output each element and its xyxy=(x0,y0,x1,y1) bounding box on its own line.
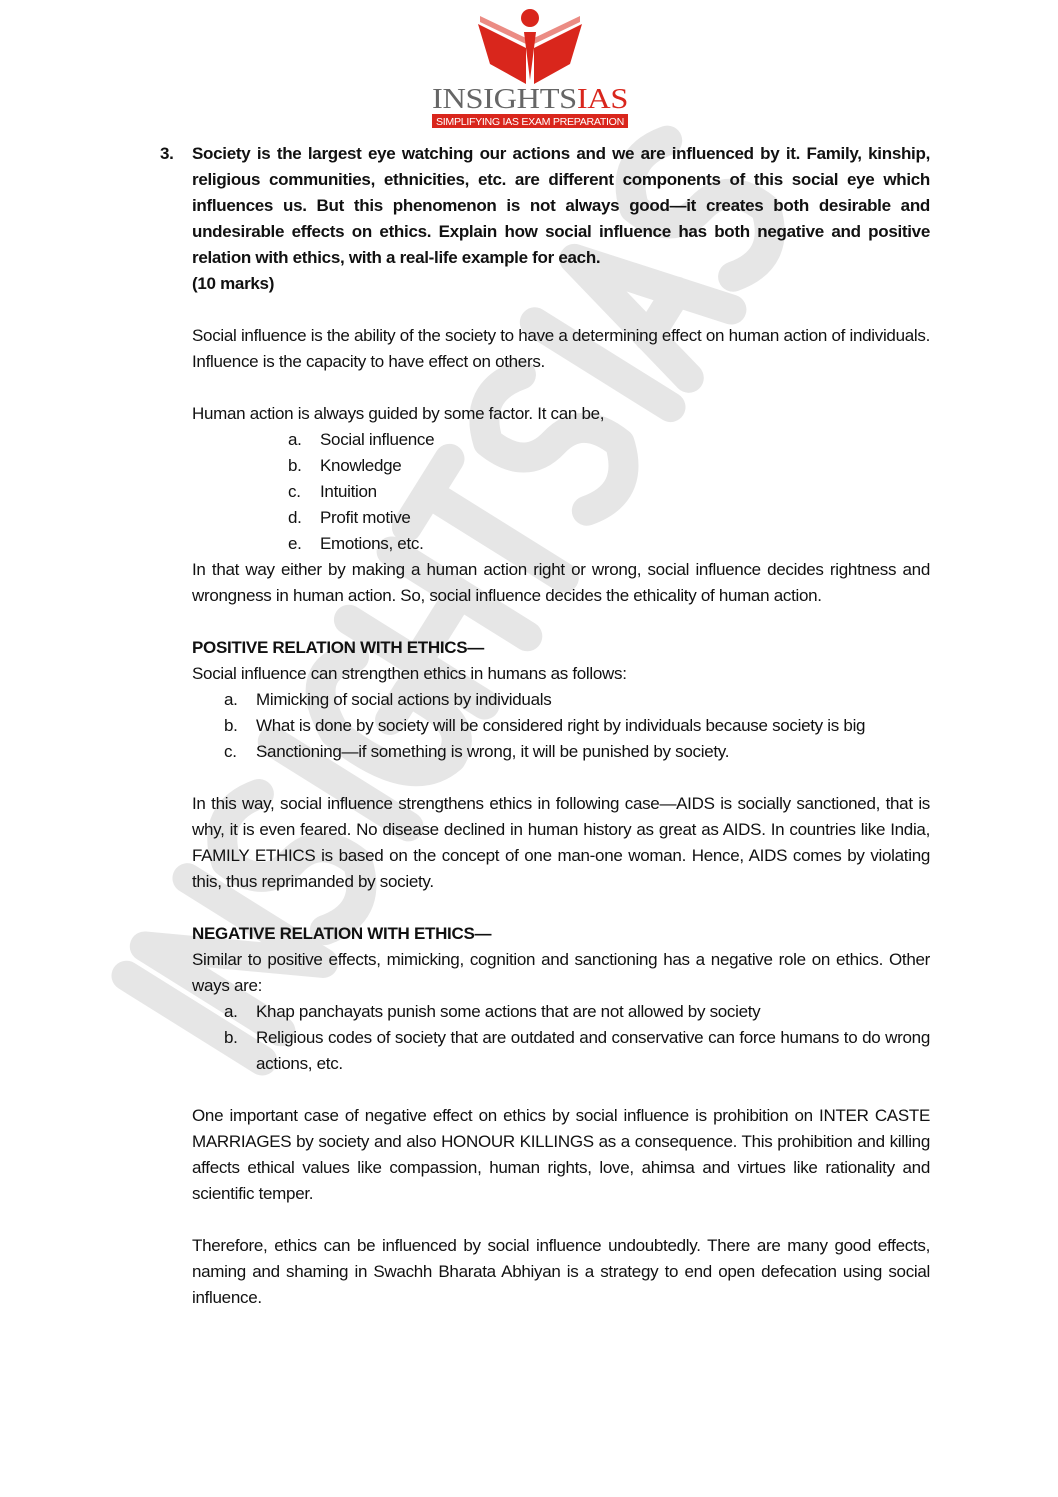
list-item: c. Intuition xyxy=(288,482,377,501)
list-item: d. Profit motive xyxy=(288,508,411,527)
section-heading: POSITIVE RELATION WITH ETHICS— xyxy=(192,638,484,657)
section-intro: Similar to positive effects, mimicking, cognition and sanctioning has a negative role on ethics. Other ways are: xyxy=(192,950,930,995)
list-item: a. Khap panchayats punish some actions that are not allowed by society xyxy=(224,1002,761,1021)
question-text: Society is the largest eye watching our actions and we are influenced by it. Family, kinship, religious communities, ethnicities, etc. are different components of this social eye which influences us. But this phenomenon is not always good—it creates both desirable and undesirable effects on ethics. Explain how social influence has both negative and positive relation with ethics, with a real-life example for each. (10 marks) xyxy=(192,144,930,293)
svg-text:INSIGHTSIAS: INSIGHTS IAS xyxy=(432,84,622,115)
list-item: a. Social influence xyxy=(288,430,435,449)
intro-paragraph: Social influence is the ability of the society to have a determining effect on human action of individuals. Influence is the capacity to have effect on others. xyxy=(192,326,930,371)
factors-section xyxy=(192,401,930,609)
document-body xyxy=(160,0,930,1371)
negative-example: One important case of negative effect on ethics by social influence is prohibition on INTER CASTE MARRIAGES by society and also HONOUR KILLINGS as a consequence. This prohibition and killing affects ethical values like compassion, human rights, love, ahimsa and virtues like rationality and scientific temper. xyxy=(192,1106,930,1203)
list-item: b. Religious codes of society that are outdated and conservative can force humans to do wrong actions, etc. xyxy=(224,1028,930,1073)
factors-intro: Human action is always guided by some factor. It can be, xyxy=(192,404,605,423)
list-item: e. Emotions, etc. xyxy=(288,534,424,553)
question-marks: (10 marks) xyxy=(192,274,275,293)
conclusion: Therefore, ethics can be influenced by social influence undoubtedly. There are many good effects, naming and shaming in Swachh Bharata Abhiyan is a strategy to end open defecation using social influence. xyxy=(192,1236,930,1307)
section-intro: Social influence can strengthen ethics in humans as follows: xyxy=(192,664,627,683)
list-item: b. Knowledge xyxy=(288,456,402,475)
list-item: b. What is done by society will be considered right by individuals because society is big xyxy=(224,716,866,735)
section-heading: NEGATIVE RELATION WITH ETHICS— xyxy=(192,924,492,943)
positive-example: In this way, social influence strengthens ethics in following case—AIDS is socially sanctioned, that is why, it is even feared. No disease declined in human history as great as AIDS. In countries like India, FAMILY ETHICS is based on the concept of one man-one woman. Hence, AIDS comes by violating this, thus reprimanded by society. xyxy=(192,794,930,891)
factors-outro: In that way either by making a human action right or wrong, social influence decides rightness and wrongness in human action. So, social influence decides the ethicality of human action. xyxy=(192,560,930,605)
svg-text:SIMPLIFYING IAS EXAM PREPARATI: SIMPLIFYING IAS EXAM PREPARATION xyxy=(436,117,625,128)
negative-section xyxy=(192,921,930,1077)
positive-section xyxy=(192,635,930,765)
question-number: 3. xyxy=(160,144,174,163)
list-item: c. Sanctioning—if something is wrong, it will be punished by society. xyxy=(224,742,730,761)
list-item: a. Mimicking of social actions by individuals xyxy=(224,690,552,709)
